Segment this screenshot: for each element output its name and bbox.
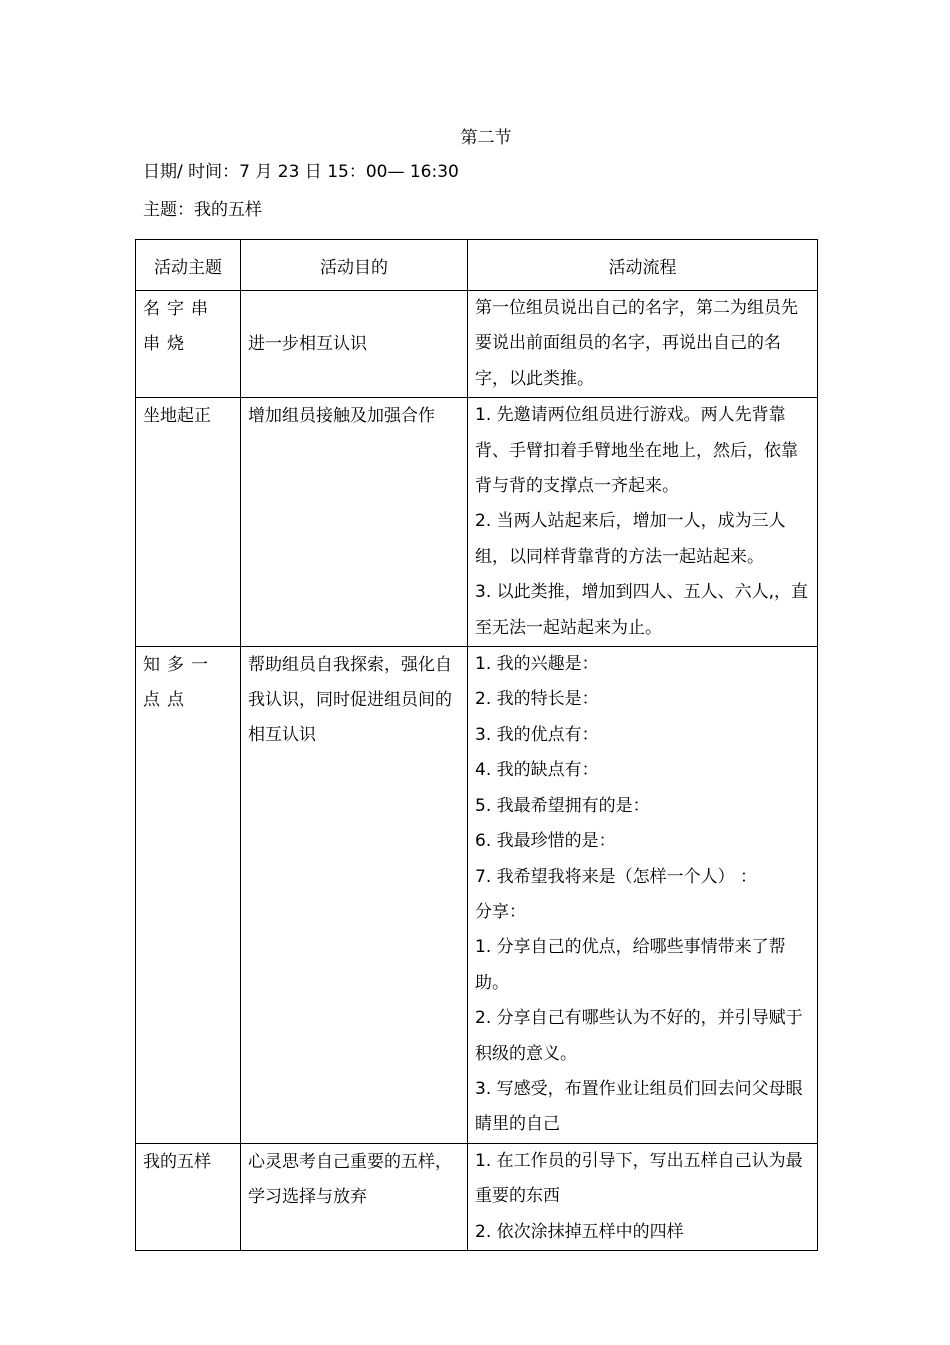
table-header-row bbox=[136, 240, 818, 291]
process-step: 1. 先邀请两位组员进行游戏。两人先背靠背、手臂扣着手臂地坐在地上，然后，依靠背与背的支撑点一齐起来。 bbox=[475, 405, 798, 497]
table-row bbox=[136, 1143, 818, 1250]
activity-purpose bbox=[241, 647, 468, 1144]
activity-theme-text: 坐地起正 bbox=[143, 406, 211, 427]
table-row bbox=[136, 398, 818, 647]
session-topic: 主题：我的五样 bbox=[143, 200, 262, 220]
activity-theme-text: 我的五样 bbox=[143, 1151, 211, 1172]
activity-process bbox=[468, 1143, 818, 1250]
process-step: 2. 我的特长是： bbox=[475, 689, 599, 710]
activity-purpose-text: 进一步相互认识 bbox=[248, 334, 367, 355]
activity-process bbox=[468, 398, 818, 647]
activity-theme-text: 知多一点点 bbox=[143, 655, 215, 711]
session-datetime: 日期/ 时间：7 月 23 日 15：00— 16:30 bbox=[143, 162, 459, 182]
activity-theme bbox=[136, 1143, 241, 1250]
process-step: 4. 我的缺点有： bbox=[475, 760, 599, 781]
process-step: 第一位组员说出自己的名字，第二为组员先要说出前面组员的名字，再说出自己的名字，以此类推。 bbox=[475, 298, 798, 389]
process-step: 2. 依次涂抹掉五样中的四样 bbox=[475, 1221, 684, 1242]
process-step: 分享： bbox=[475, 901, 526, 922]
process-step: 6. 我最珍惜的是： bbox=[475, 831, 616, 852]
process-step: 1. 分享自己的优点，给哪些事情带来了帮助。 bbox=[475, 937, 786, 993]
activity-theme-text: 名字串串烧 bbox=[143, 299, 215, 354]
activity-table bbox=[135, 239, 818, 1251]
activity-process bbox=[468, 647, 818, 1144]
activity-purpose-text: 心灵思考自己重要的五样，学习选择与放弃 bbox=[248, 1151, 452, 1207]
header-purpose: 活动目的 bbox=[241, 240, 468, 291]
process-step: 5. 我最希望拥有的是： bbox=[475, 795, 650, 816]
process-step: 3. 我的优点有： bbox=[475, 724, 599, 745]
header-process: 活动流程 bbox=[468, 240, 818, 291]
table-row bbox=[136, 647, 818, 1144]
process-step: 3. 写感受，布置作业让组员们回去问父母眼睛里的自己 bbox=[475, 1078, 803, 1135]
activity-purpose-text: 增加组员接触及加强合作 bbox=[248, 406, 435, 427]
activity-purpose-text: 帮助组员自我探索，强化自我认识，同时促进组员间的相互认识 bbox=[248, 655, 452, 746]
activity-theme bbox=[136, 291, 241, 398]
activity-process bbox=[468, 291, 818, 398]
process-step: 2. 当两人站起来后，增加一人，成为三人组，以同样背靠背的方法一起站起来。 bbox=[475, 511, 786, 567]
section-title: 第二节 bbox=[460, 128, 512, 148]
activity-purpose bbox=[241, 291, 468, 398]
activity-purpose bbox=[241, 1143, 468, 1250]
process-step: 7. 我希望我将来是（怎样一个人） ： bbox=[475, 866, 758, 887]
process-step: 1. 我的兴趣是： bbox=[475, 654, 599, 675]
header-theme: 活动主题 bbox=[136, 240, 241, 291]
process-step: 2. 分享自己有哪些认为不好的，并引导赋于积级的意义。 bbox=[475, 1008, 803, 1064]
process-step: 1. 在工作员的引导下，写出五样自己认为最重要的东西 bbox=[475, 1150, 803, 1207]
process-step: 3. 以此类推，增加到四人、五人、六人,，直至无法一起站起来为止。 bbox=[475, 582, 809, 638]
table-row bbox=[136, 291, 818, 398]
activity-purpose bbox=[241, 398, 468, 647]
activity-theme bbox=[136, 398, 241, 647]
activity-theme bbox=[136, 647, 241, 1144]
